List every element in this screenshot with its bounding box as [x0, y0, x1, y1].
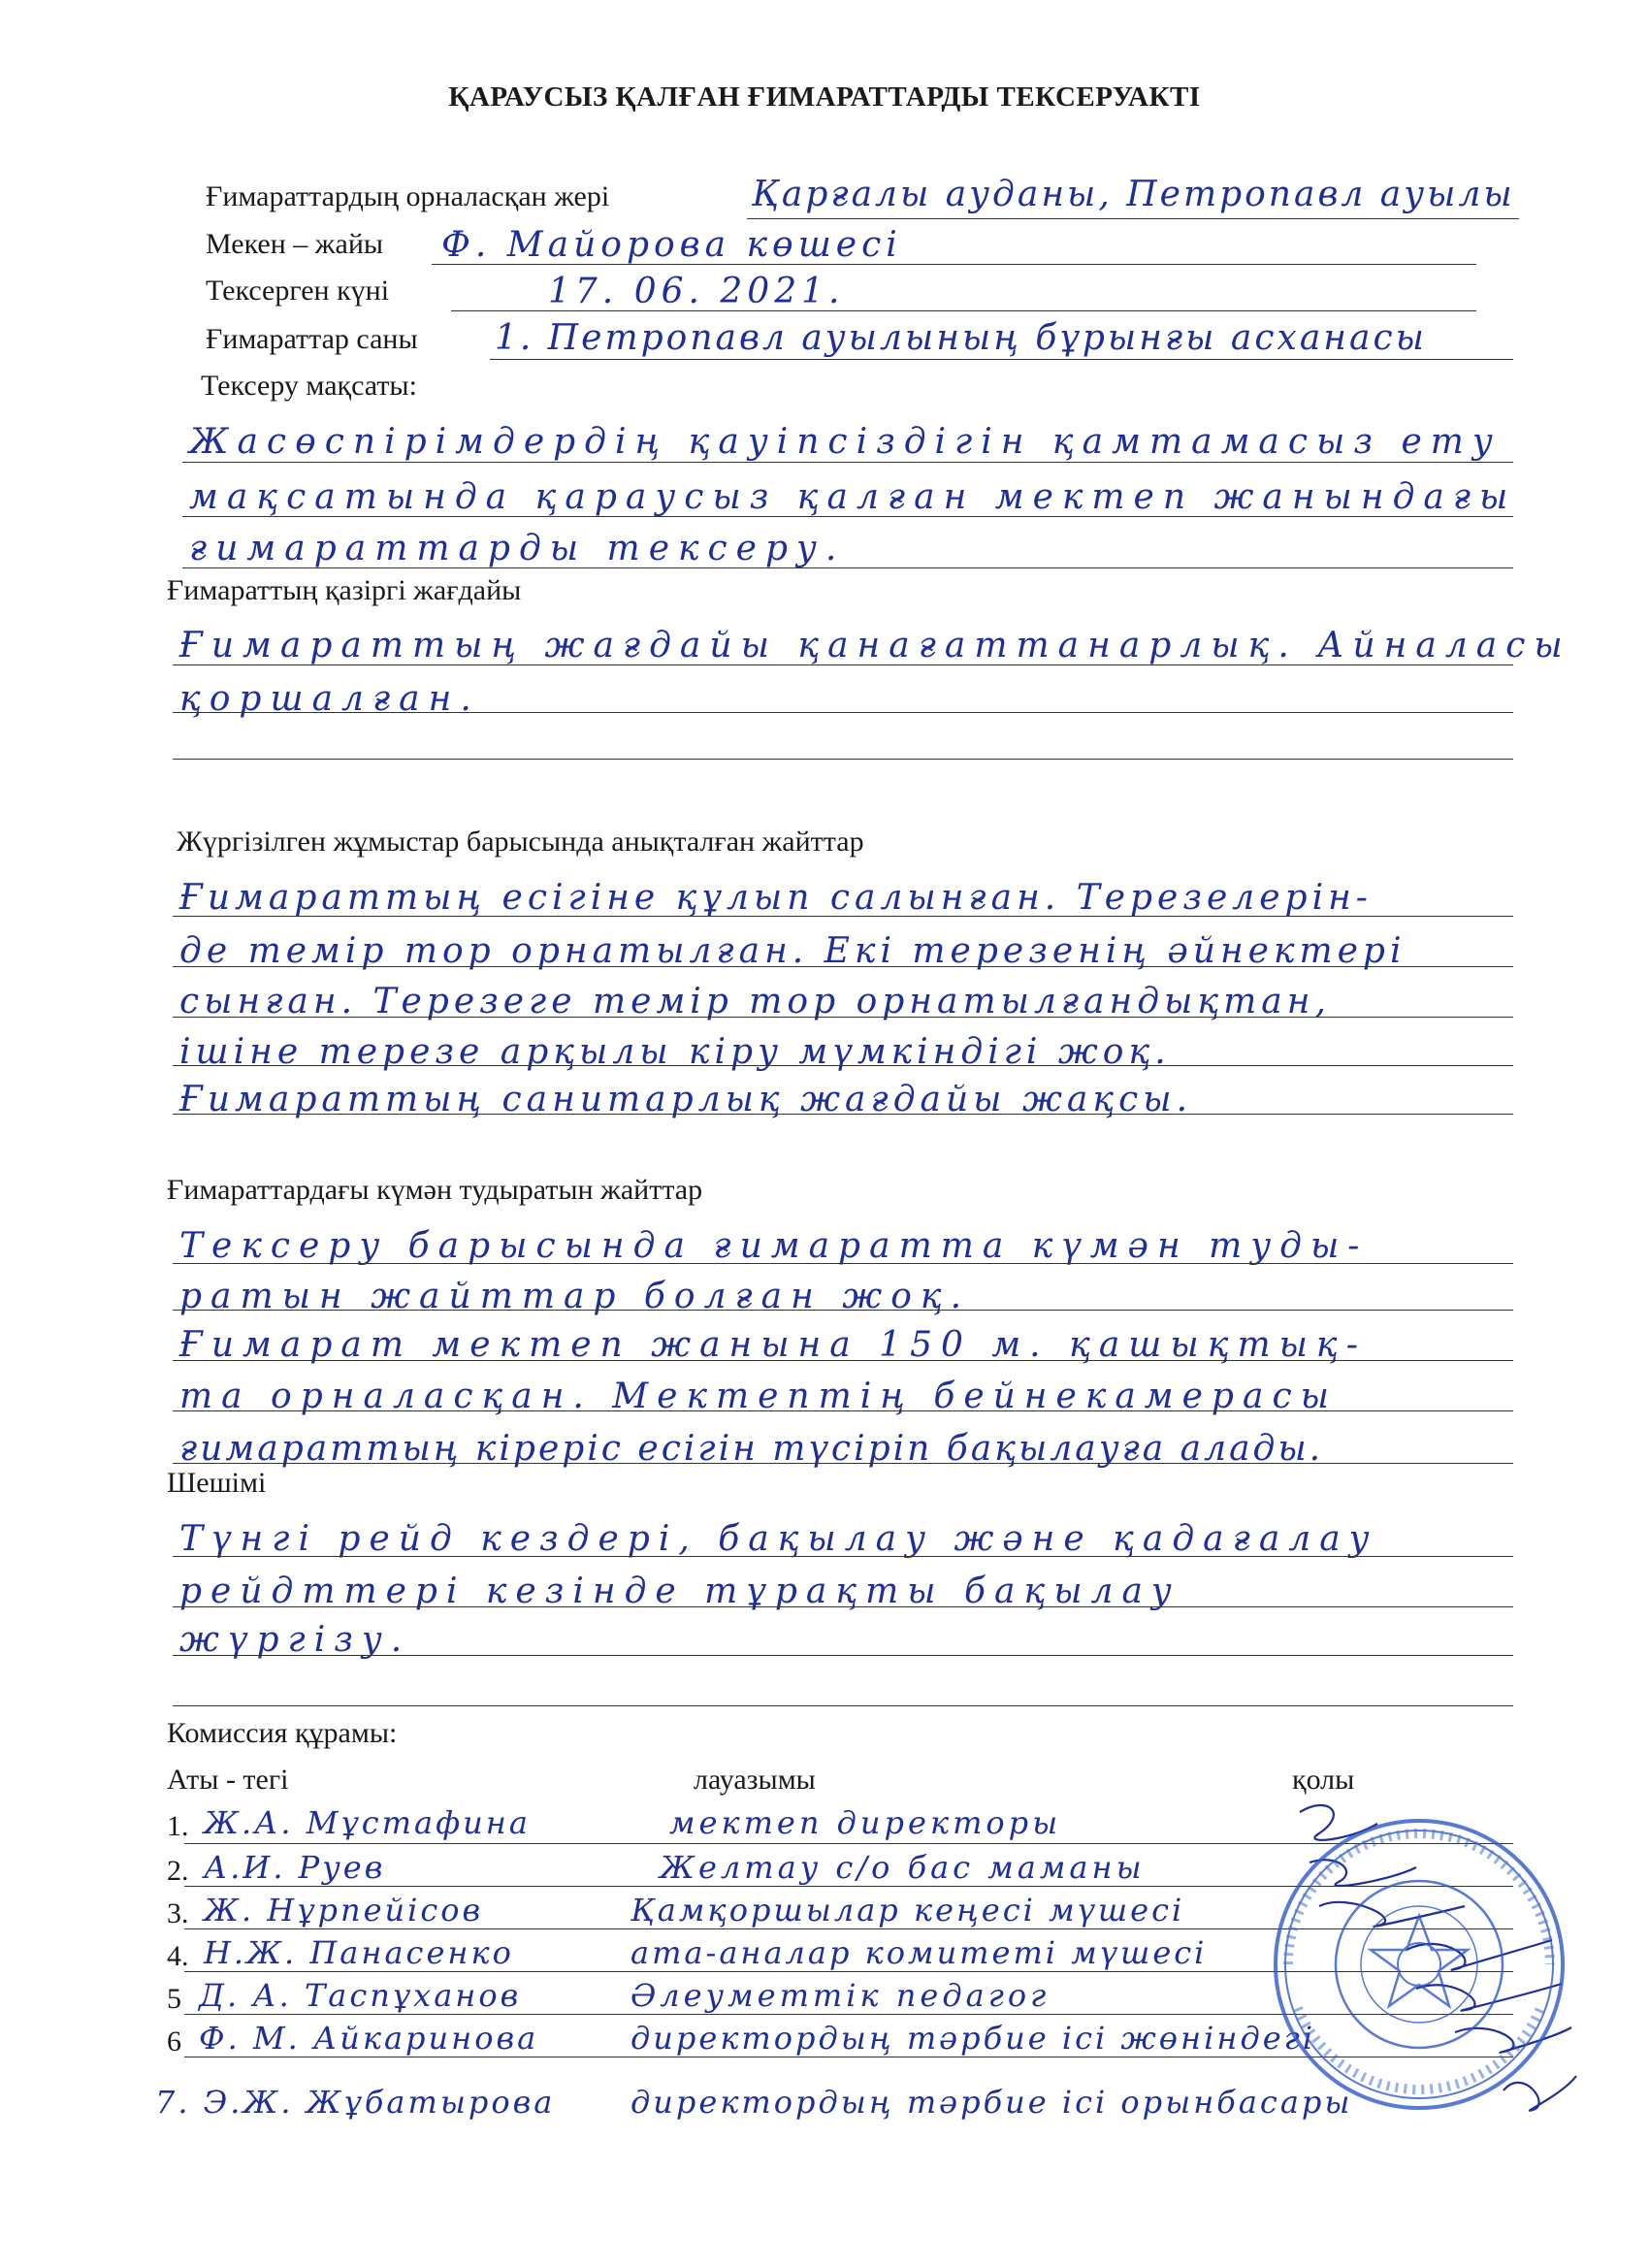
- document-title: ҚАРАУСЫЗ ҚАЛҒАН ҒИМАРАТТАРДЫ ТЕКСЕРУАКТІ: [448, 81, 1201, 113]
- purpose-label: Тексеру мақсаты:: [201, 370, 417, 402]
- column-name-header: Аты - тегі: [167, 1764, 289, 1796]
- ruled-line: [173, 1065, 1513, 1066]
- decision-line-2: рейдттері кезінде тұрақты бақылау: [179, 1571, 1180, 1611]
- ruled-line: [173, 1463, 1513, 1464]
- decision-line-1: Түнгі рейд кездері, бақылау және қадағалау: [179, 1519, 1378, 1559]
- findings-line-1: Ғимараттың есігіне құлып салынған. Терезелерін-: [179, 878, 1373, 918]
- location-value: Қарғалы ауданы, Петропавл ауылы: [752, 175, 1515, 214]
- location-line: [747, 218, 1519, 219]
- member-number: 2.: [167, 1855, 189, 1887]
- ruled-line: [173, 1114, 1513, 1115]
- purpose-line-2: мақсатында қараусыз қалған мектеп жанындағы: [189, 477, 1517, 517]
- member-position: мектеп директоры: [669, 1804, 1062, 1841]
- findings-label: Жүргізілген жұмыстар барысында анықталған жайттар: [177, 826, 864, 858]
- purpose-line-1: Жасөспірімдердің қауіпсіздігін қамтамасыз ету: [189, 422, 1502, 462]
- ruled-line: [182, 462, 1513, 463]
- member-name: Д. А. Таспұханов: [199, 1977, 522, 2014]
- date-value: 17. 06. 2021.: [548, 272, 845, 311]
- purpose-line-3: ғимараттарды тексеру.: [189, 529, 846, 568]
- member-position: Әлеуметтік педагог: [630, 1977, 1051, 2014]
- ruled-line: [173, 1017, 1513, 1018]
- member-number: 4.: [167, 1940, 189, 1972]
- ruled-line: [173, 1360, 1513, 1361]
- ruled-line: [173, 1556, 1513, 1557]
- ruled-line: [173, 1705, 1513, 1706]
- member-position: ата-аналар комитеті мүшесі: [630, 1934, 1208, 1971]
- member-name: Н.Ж. Панасенко: [204, 1934, 514, 1971]
- commission-label: Комиссия құрамы:: [167, 1717, 398, 1749]
- doubts-line-1: Тексеру барысында ғимаратта күмән туды-: [179, 1226, 1369, 1266]
- member-position: Желтау с/о бас маманы: [660, 1849, 1146, 1886]
- column-signature-header: қолы: [1292, 1764, 1355, 1796]
- findings-line-3: сынған. Терезеге темір тор орнатылғандықтан,: [179, 982, 1331, 1021]
- ruled-line: [173, 759, 1513, 760]
- state-line-1: Ғимараттың жағдайы қанағаттанарлық. Айналасы: [179, 626, 1571, 665]
- decision-line-3: жүргізу.: [179, 1620, 411, 1660]
- findings-line-5: Ғимараттың санитарлық жағдайы жақсы.: [179, 1080, 1193, 1119]
- ruled-line: [173, 1606, 1513, 1607]
- ruled-line: [173, 1310, 1513, 1311]
- location-label: Ғимараттардың орналасқан жері: [206, 180, 610, 212]
- member-position: директордың тәрбие ісі жөніндегі: [630, 2020, 1316, 2057]
- state-line-2: қоршалған.: [179, 679, 480, 719]
- address-line: [432, 264, 1476, 265]
- ruled-line: [182, 567, 1513, 568]
- member-name: А.И. Руев: [204, 1849, 386, 1886]
- member-number: 1.: [167, 1810, 189, 1842]
- decision-label: Шешімі: [167, 1467, 267, 1499]
- ruled-line: [173, 712, 1513, 713]
- doubts-label: Ғимараттардағы күмән тудыратын жайттар: [167, 1174, 703, 1206]
- ruled-line: [173, 664, 1513, 665]
- member-number: 6: [167, 2025, 181, 2057]
- state-label: Ғимараттың қазіргі жағдайы: [167, 574, 522, 606]
- doubts-line-5: ғимараттың кіреріс есігін түсіріп бақылауға алады.: [179, 1429, 1324, 1469]
- member-name: 7. Э.Ж. Жұбатырова: [155, 2084, 556, 2121]
- findings-line-2: де темір тор орнатылған. Екі терезенің әйнектері: [179, 931, 1406, 971]
- ruled-line: [182, 516, 1513, 517]
- member-position: Қамқоршылар кеңесі мүшесі: [630, 1892, 1185, 1928]
- findings-line-4: ішіне терезе арқылы кіру мүмкіндігі жоқ.: [179, 1032, 1171, 1072]
- member-name: Ф. М. Айкаринова: [199, 2020, 539, 2057]
- member-name: Ж.А. Мұстафина: [204, 1804, 531, 1841]
- doubts-line-4: та орналасқан. Мектептің бейнекамерасы: [179, 1377, 1338, 1416]
- member-number: 5: [167, 1983, 181, 2015]
- address-value: Ф. Майорова көшесі: [441, 225, 902, 265]
- count-label: Ғимараттар саны: [206, 323, 418, 355]
- ruled-line: [173, 916, 1513, 917]
- ruled-line: [173, 1410, 1513, 1411]
- count-line: [490, 359, 1513, 360]
- doubts-line-2: ратын жайттар болған жоқ.: [179, 1277, 971, 1316]
- date-label: Тексерген күні: [206, 275, 390, 307]
- column-position-header: лауазымы: [694, 1764, 816, 1796]
- date-line: [451, 310, 1476, 311]
- member-position: директордың тәрбие ісі орынбасары: [630, 2084, 1353, 2121]
- ruled-line: [173, 1655, 1513, 1656]
- member-number: 3.: [167, 1897, 189, 1929]
- official-stamp: [1259, 1814, 1579, 2115]
- ruled-line: [173, 1263, 1513, 1264]
- ruled-line: [173, 966, 1513, 967]
- address-label: Мекен – жайы: [206, 228, 384, 260]
- doubts-line-3: Ғимарат мектеп жанына 150 м. қашықтық-: [179, 1325, 1367, 1365]
- member-name: Ж. Нұрпейісов: [204, 1892, 484, 1928]
- count-value: 1. Петропавл ауылының бұрынғы асханасы: [495, 318, 1427, 358]
